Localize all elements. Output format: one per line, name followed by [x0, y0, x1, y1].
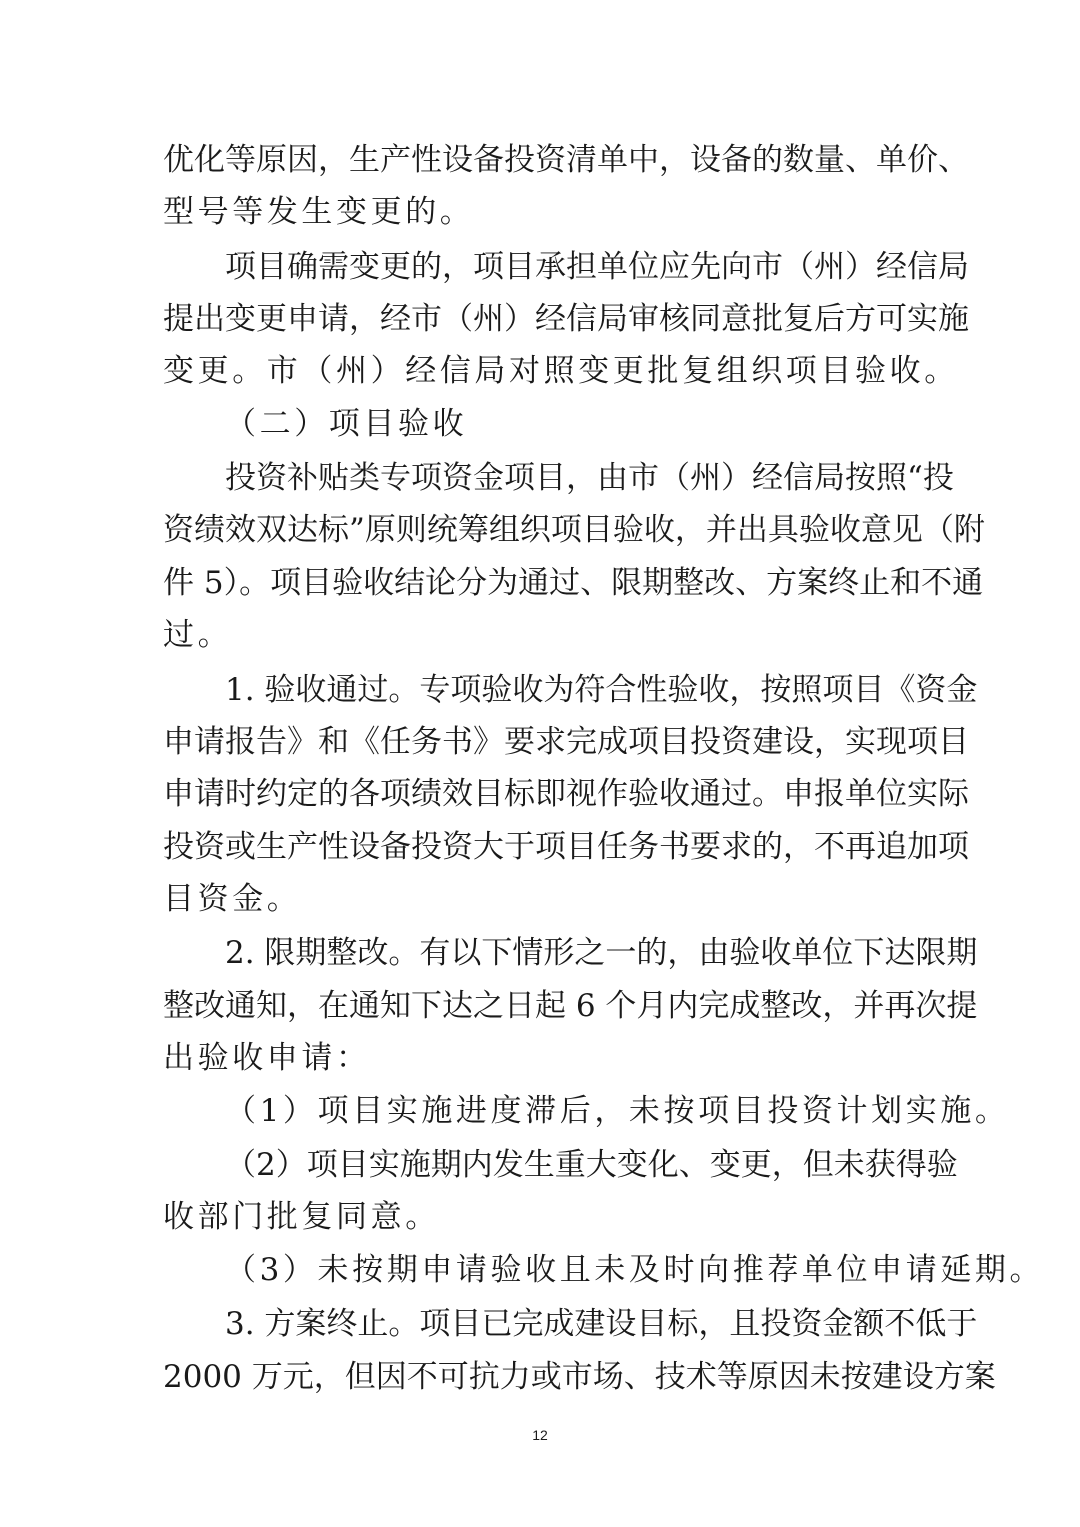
- text-line: 3. 方案终止。项目已完成建设目标，且投资金额不低于: [225, 1306, 978, 1342]
- text-line: 申请时约定的各项绩效目标即视作验收通过。申报单位实际: [163, 776, 969, 812]
- text-line: 提出变更申请，经市（州）经信局审核同意批复后方可实施: [163, 301, 969, 337]
- text-line: 2. 限期整改。有以下情形之一的，由验收单位下达限期: [225, 935, 978, 971]
- text-line: 整改通知，在通知下达之日起 6 个月内完成整改，并再次提: [163, 988, 978, 1024]
- text-line: 过。: [163, 617, 233, 653]
- text-line: 变更。市（州）经信局对照变更批复组织项目验收。: [163, 353, 959, 389]
- text-line: 1. 验收通过。专项验收为符合性验收，按照项目《资金: [225, 672, 978, 708]
- list-item: （2）项目实施期内发生重大变化、变更，但未获得验: [225, 1147, 958, 1183]
- text-line: 项目确需变更的，项目承担单位应先向市（州）经信局: [225, 249, 969, 285]
- text-line: 投资或生产性设备投资大于项目任务书要求的，不再追加项: [163, 829, 969, 865]
- text-line: 收部门批复同意。: [163, 1199, 440, 1235]
- list-item: （1）项目实施进度滞后，未按项目投资计划实施。: [225, 1093, 1010, 1129]
- text-line: 优化等原因，生产性设备投资清单中，设备的数量、单价、: [163, 142, 969, 178]
- text-line: 型号等发生变更的。: [163, 194, 475, 230]
- text-line: 目资金。: [163, 881, 302, 917]
- section-heading: （二）项目验收: [225, 406, 468, 442]
- page-number: 12: [532, 1427, 548, 1443]
- text-line: 投资补贴类专项资金项目，由市（州）经信局按照“投: [225, 460, 954, 496]
- text-line: 资绩效双达标”原则统筹组织项目验收，并出具验收意见（附: [163, 512, 985, 548]
- list-item: （3）未按期申请验收且未及时向推荐单位申请延期。: [225, 1252, 1045, 1288]
- text-line: 2000 万元，但因不可抗力或市场、技术等原因未按建设方案: [163, 1359, 996, 1395]
- text-line: 件 5）。项目验收结论分为通过、限期整改、方案终止和不通: [163, 565, 984, 601]
- text-line: 申请报告》和《任务书》要求完成项目投资建设，实现项目: [163, 724, 969, 760]
- text-line: 出验收申请：: [163, 1040, 371, 1076]
